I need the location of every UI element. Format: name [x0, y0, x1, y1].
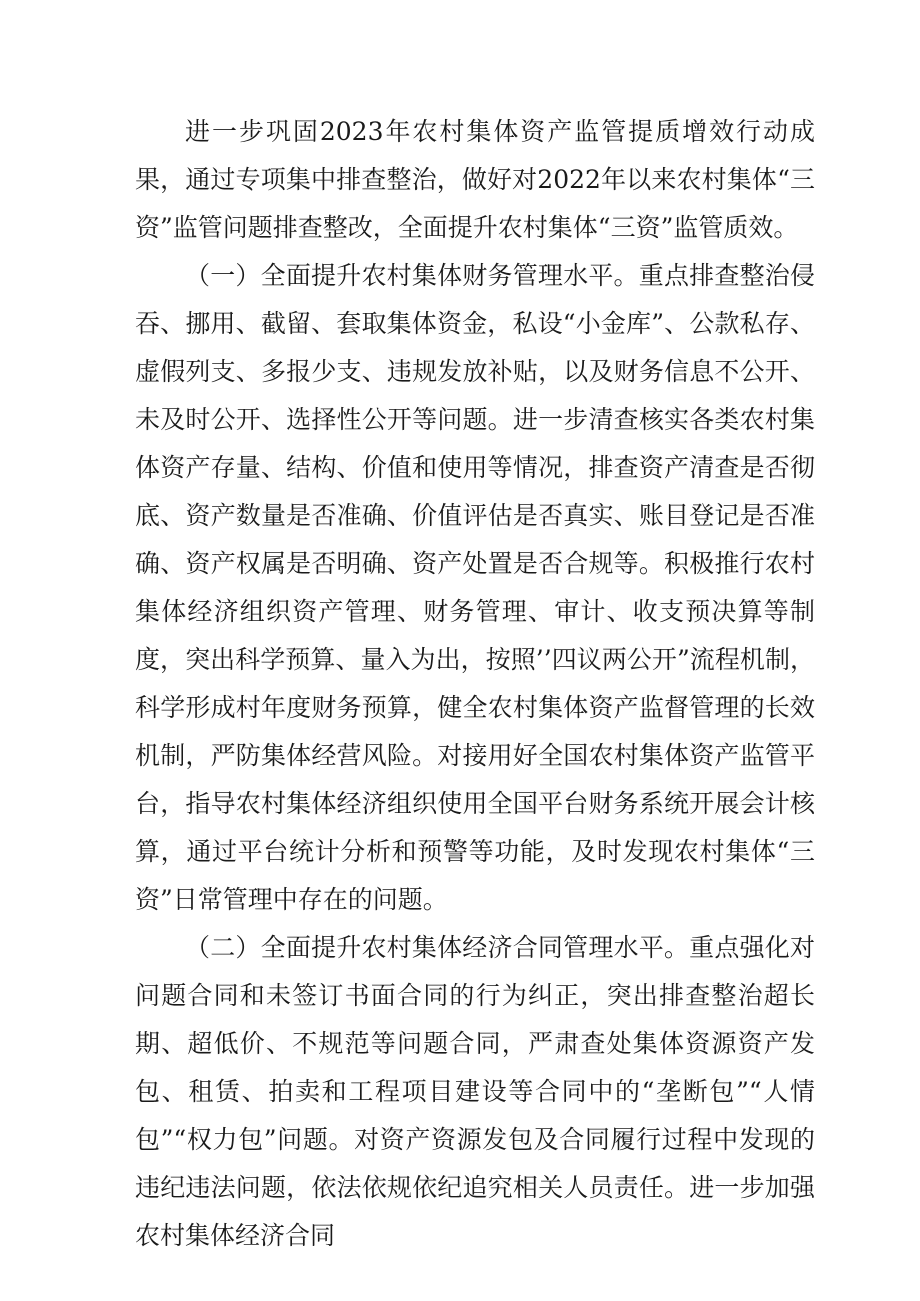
document-body: [135, 108, 815, 1260]
paragraph-contract-management: [135, 924, 815, 1260]
paragraph-text: 重点排查整治侵吞、挪用、截留、套取集体资金，私设“小金库”、公款私存、虚假列支、多报少支、违规发放补贴，以及财务信息不公开、未及时公开、选择性公开等问题。进一步清查核实各类农村集体资产存量、结构、价值和使用等情况，排查资产清查是否彻底、资产数量是否准确、价值评估是否真实、账目登记是否准确、资产权属是否明确、资产处置是否合规等。积极推行农村集体经济组织资产管理、财务管理、审计、收支预决算等制度，突出科学预算、量入为出，按照’’四议两公开”流程机制，科学形成村年度财务预算，健全农村集体资产监督管理的长效机制，严防集体经营风险。对接用好全国农村集体资产监管平台，指导农村集体经济组织使用全国平台财务系统开展会计核算，通过平台统计分析和预警等功能，及时发现农村集体“三资”日常管理中存在的问题。: [135, 261, 815, 914]
paragraph-text: 重点强化对问题合同和未签订书面合同的行为纠正，突出排查整治超长期、超低价、不规范等问题合同，严肃查处集体资源资产发包、租赁、拍卖和工程项目建设等合同中的“垄断包”“人情包”“权力包”问题。对资产资源发包及合同履行过程中发现的违纪违法问题，依法依规依纪追究相关人员责任。进一步加强农村集体经济合同: [135, 933, 815, 1250]
section-heading: （一）全面提升农村集体财务管理水平。: [185, 261, 639, 290]
paragraph-text: 进一步巩固2023年农村集体资产监管提质增效行动成果，通过专项集中排查整治，做好对2022年以来农村集体“三资”监管问题排查整改，全面提升农村集体“三资”监管质效。: [135, 117, 815, 242]
paragraph-intro: [135, 108, 815, 252]
paragraph-financial-management: [135, 252, 815, 924]
section-heading: （二）全面提升农村集体经济合同管理水平。: [185, 933, 690, 962]
